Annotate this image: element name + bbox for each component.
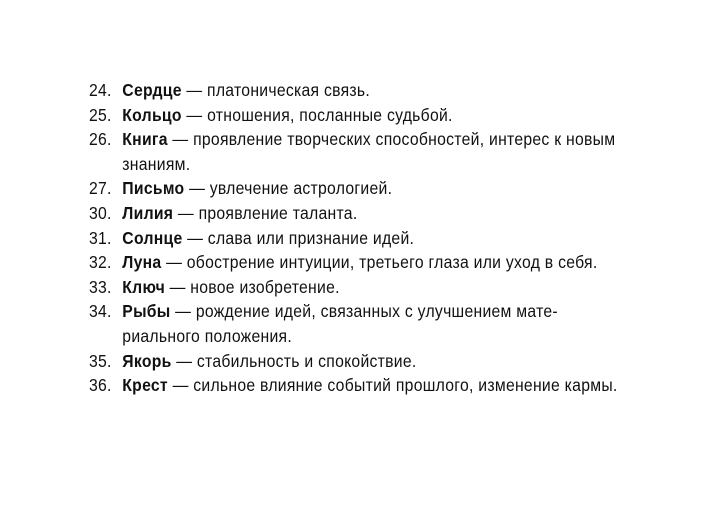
item-description: — увлечение астрологией. [184,178,393,199]
symbol-meanings-list [89,78,619,398]
item-text [122,349,620,374]
list-item [89,275,620,300]
list-item [89,226,620,251]
item-number: 30. [89,202,112,223]
item-number: 25. [89,104,112,125]
item-description: — новое изобретение. [164,276,340,297]
item-text [122,250,620,275]
item-text [122,299,620,348]
list-item [89,103,620,128]
list-item [89,299,620,348]
list-item [89,176,620,201]
item-term: Книга [122,129,168,150]
list-item [89,201,620,226]
item-term: Сердце [122,80,182,100]
item-text [122,78,620,103]
item-text [122,275,620,300]
list-item [89,78,620,103]
item-number: 31. [89,227,112,248]
item-description: — обострение интуиции, третьего глаза или уход в себя. [161,252,598,273]
item-term: Рыбы [122,301,171,322]
item-text [122,127,620,176]
item-term: Ключ [122,276,165,297]
item-term: Письмо [122,178,185,199]
list-item [89,349,620,374]
item-term: Солнце [122,227,183,248]
list-item [89,373,620,398]
item-term: Лилия [122,202,174,223]
item-text [122,103,620,128]
item-number: 35. [89,350,112,371]
item-text [122,373,620,398]
item-term: Крест [122,375,168,396]
item-term: Луна [122,252,162,273]
item-description: — рождение идей, связанных с улучшением мате-риального положения. [122,301,558,346]
item-description: — слава или признание идей. [182,227,415,248]
item-number: 32. [89,252,112,273]
item-description: — сильное влияние событий прошлого, изменение кармы. [167,375,618,396]
item-text [122,201,620,226]
item-description: — стабильность и спокойствие. [171,350,417,371]
item-number: 24. [89,80,112,100]
item-description: — отношения, посланные судьбой. [181,104,453,125]
item-text [122,176,620,201]
list-item [89,127,620,176]
item-number: 26. [89,129,112,150]
item-number: 34. [89,301,112,322]
list-item [89,250,620,275]
item-text [122,226,620,251]
item-number: 36. [89,375,112,396]
item-number: 33. [89,276,112,297]
item-description: — проявление творческих способностей, интерес к новым знаниям. [122,129,616,174]
item-description: — платоническая связь. [181,80,371,100]
item-description: — проявление таланта. [173,202,358,223]
item-number: 27. [89,178,112,199]
item-term: Якорь [122,350,172,371]
item-term: Кольцо [122,104,182,125]
